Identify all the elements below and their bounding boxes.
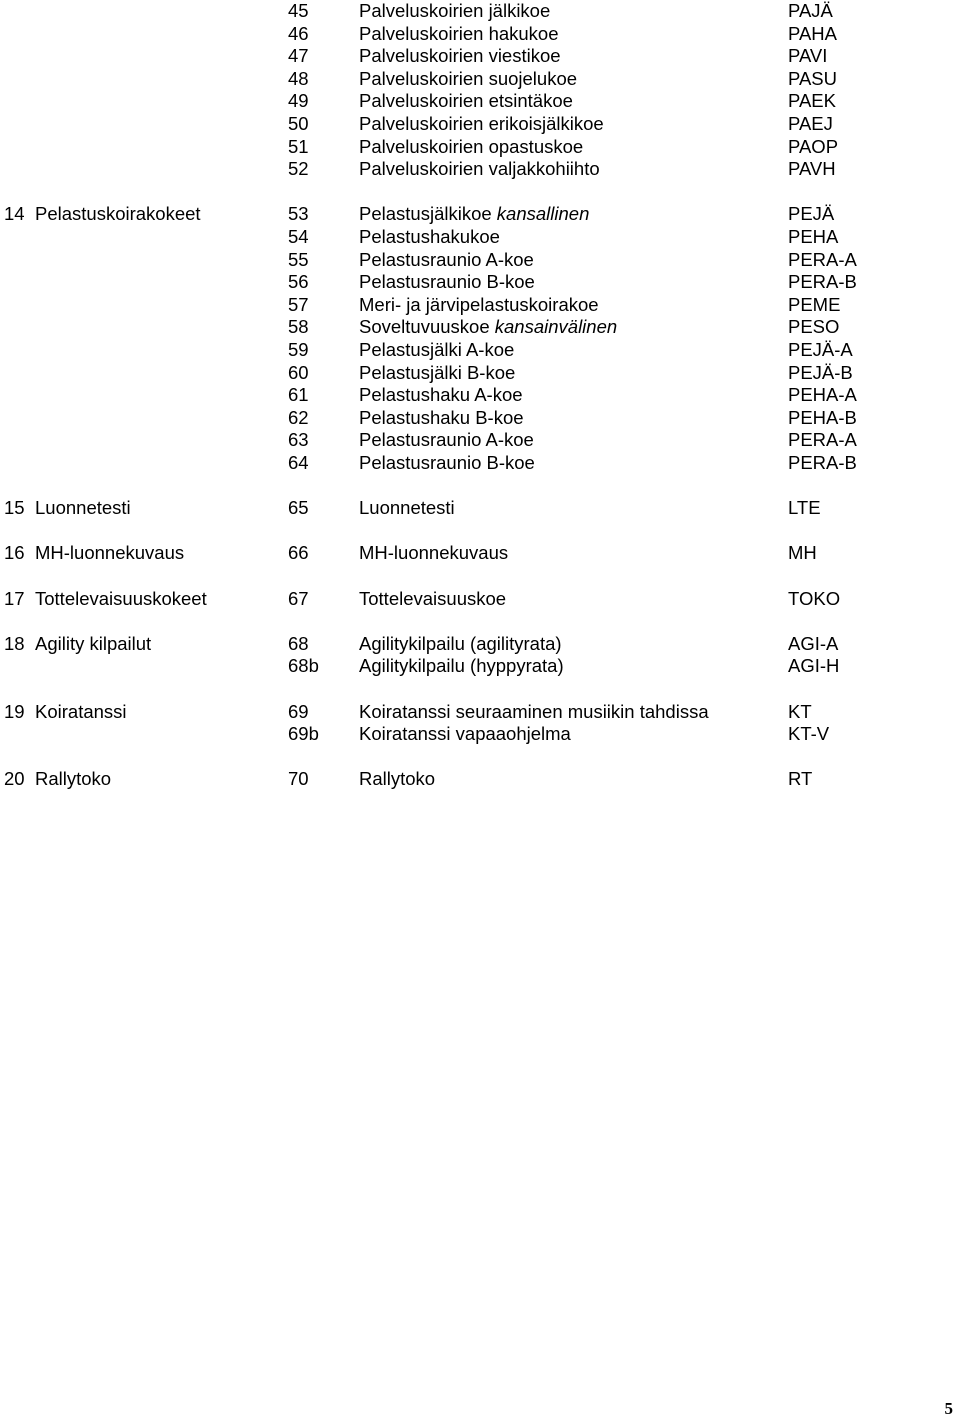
- trial-name-cell: [359, 362, 515, 384]
- group-number: 15: [4, 497, 25, 519]
- list-item: [0, 68, 960, 90]
- group-number: 14: [4, 203, 25, 225]
- trial-number: 60: [288, 361, 309, 383]
- list-item: [0, 136, 960, 158]
- trial-name: Pelastusjälkikoe: [359, 203, 492, 225]
- list-item: [0, 542, 960, 564]
- group-name: Tottelevaisuuskokeet: [35, 587, 207, 609]
- trial-name-cell: [359, 68, 577, 90]
- list-item: [0, 0, 960, 22]
- trial-number: 57: [288, 293, 309, 315]
- trial-name: Pelastusraunio A-koe: [359, 248, 534, 270]
- trial-number: 55: [288, 248, 309, 270]
- trial-name: Pelastushaku B-koe: [359, 406, 524, 428]
- trial-name: Palveluskoirien valjakkohiihto: [359, 158, 600, 180]
- trial-name-cell: [359, 701, 709, 723]
- list-item: [0, 407, 960, 429]
- trial-number: 64: [288, 452, 309, 473]
- list-item: [0, 655, 960, 677]
- group-number: 20: [4, 768, 25, 790]
- trial-name-qualifier: kansainvälinen: [494, 316, 618, 338]
- list-item: [0, 768, 960, 790]
- list-item: [0, 362, 960, 384]
- list-item: [0, 497, 960, 519]
- trial-number: 49: [288, 90, 309, 112]
- trial-number: 53: [288, 203, 309, 225]
- trial-number: 50: [288, 113, 309, 134]
- trial-number: 63: [288, 429, 309, 451]
- trial-name: Tottelevaisuuskoe: [359, 587, 507, 609]
- trial-name-cell: [359, 588, 506, 610]
- trial-code: PEJÄ: [788, 203, 835, 225]
- trial-name-cell: [359, 633, 562, 655]
- trial-name-cell: [359, 497, 455, 519]
- list-item: [0, 316, 960, 338]
- list-item: [0, 203, 960, 225]
- trial-name-cell: [359, 158, 600, 180]
- trial-name-cell: [359, 136, 583, 158]
- trial-name-cell: [359, 249, 534, 271]
- page-number: 5: [944, 1399, 953, 1418]
- trial-name-cell: [359, 655, 564, 677]
- trial-name: MH-luonnekuvaus: [359, 542, 509, 564]
- trial-name: Luonnetesti: [359, 497, 455, 519]
- trial-code: RT: [788, 768, 813, 790]
- trial-name-cell: [359, 226, 500, 248]
- list-item: [0, 701, 960, 723]
- trial-code: LTE: [788, 497, 821, 519]
- trial-name-cell: [359, 768, 435, 790]
- list-item: [0, 429, 960, 451]
- list-item: [0, 723, 960, 745]
- trial-name: Palveluskoirien suojelukoe: [359, 67, 578, 89]
- group-number: 16: [4, 542, 25, 564]
- list-item: [0, 23, 960, 45]
- list-item: [0, 294, 960, 316]
- trial-name: Palveluskoirien erikoisjälkikoe: [359, 113, 604, 134]
- trial-number: 69: [288, 700, 309, 722]
- trial-name-cell: [359, 23, 559, 45]
- list-item: [0, 384, 960, 406]
- trial-name: Koiratanssi vapaaohjelma: [359, 723, 571, 745]
- trial-code: PAVI: [788, 45, 828, 67]
- trial-code: PEJÄ-B: [788, 361, 853, 383]
- trial-number: 48: [288, 67, 309, 89]
- trial-code: PAOP: [788, 135, 839, 157]
- trial-number: 46: [288, 22, 309, 44]
- list-item: [0, 588, 960, 610]
- trial-name: Soveltuvuuskoe: [359, 316, 490, 338]
- trial-code: PEME: [788, 293, 841, 315]
- trial-name-cell: [359, 90, 573, 112]
- trial-code: PAHA: [788, 22, 838, 44]
- trial-code: PEHA-B: [788, 406, 857, 428]
- trial-name: Agilitykilpailu (agilityrata): [359, 632, 562, 654]
- trial-code: AGI-H: [788, 655, 840, 677]
- trial-code: MH: [788, 542, 817, 564]
- trial-number: 47: [288, 45, 309, 67]
- trial-code: PERA-B: [788, 452, 857, 473]
- trial-name: Pelastushakukoe: [359, 226, 500, 247]
- trial-name-cell: [359, 452, 535, 474]
- trial-code: KT-V: [788, 723, 830, 745]
- trial-number: 54: [288, 226, 309, 247]
- trial-number: 51: [288, 135, 309, 157]
- trial-number: 67: [288, 587, 309, 609]
- trial-number: 62: [288, 406, 309, 428]
- trial-code: TOKO: [788, 587, 841, 609]
- trial-number: 52: [288, 158, 309, 180]
- trial-name: Agilitykilpailu (hyppyrata): [359, 655, 564, 677]
- list-item: [0, 113, 960, 135]
- trial-name-cell: [359, 203, 589, 225]
- trial-number: 58: [288, 316, 309, 338]
- trial-name-cell: [359, 316, 617, 338]
- list-item: [0, 271, 960, 293]
- group-name: Rallytoko: [35, 768, 112, 790]
- trial-code: PESO: [788, 316, 840, 338]
- trial-name: Rallytoko: [359, 768, 436, 790]
- trial-code: AGI-A: [788, 632, 839, 654]
- trial-name: Palveluskoirien viestikoe: [359, 45, 561, 67]
- trial-code: PAEK: [788, 90, 836, 112]
- group-number: 18: [4, 632, 25, 654]
- trial-name-cell: [359, 384, 523, 406]
- trial-name: Meri- ja järvipelastuskoirakoe: [359, 293, 599, 315]
- trial-name-cell: [359, 271, 535, 293]
- list-item: [0, 90, 960, 112]
- trial-name: Pelastushaku A-koe: [359, 384, 523, 406]
- trial-code: PERA-B: [788, 271, 857, 293]
- trial-name: Pelastusraunio B-koe: [359, 452, 535, 473]
- list-item: [0, 339, 960, 361]
- trial-name: Palveluskoirien etsintäkoe: [359, 90, 573, 112]
- trial-number: 65: [288, 497, 309, 519]
- trial-number: 66: [288, 542, 309, 564]
- trial-code: PERA-A: [788, 429, 857, 451]
- group-name: Luonnetesti: [35, 497, 131, 519]
- trial-name: Pelastusraunio A-koe: [359, 429, 534, 451]
- trial-code: PEHA-A: [788, 384, 857, 406]
- trial-name-cell: [359, 113, 604, 135]
- trial-number: 56: [288, 271, 309, 293]
- trial-name-qualifier: kansallinen: [496, 203, 590, 225]
- trial-name-cell: [359, 0, 550, 22]
- trial-number: 59: [288, 339, 309, 360]
- group-name: MH-luonnekuvaus: [35, 542, 185, 564]
- trial-name: Koiratanssi seuraaminen musiikin tahdissa: [359, 700, 709, 722]
- trial-name-cell: [359, 407, 524, 429]
- trial-name-cell: [359, 723, 571, 745]
- trial-name-cell: [359, 45, 561, 67]
- trial-name: Palveluskoirien opastuskoe: [359, 135, 584, 157]
- trial-number: 70: [288, 768, 309, 790]
- trial-code: PAVH: [788, 158, 836, 180]
- group-number: 17: [4, 587, 25, 609]
- trial-number: 61: [288, 384, 309, 406]
- trial-code: PAEJ: [788, 113, 833, 134]
- trial-number: 45: [288, 0, 309, 21]
- trial-name-cell: [359, 339, 514, 361]
- trial-code: PEHA: [788, 226, 839, 247]
- trial-name: Pelastusraunio B-koe: [359, 271, 535, 293]
- trial-name: Pelastusjälki A-koe: [359, 339, 515, 360]
- group-name: Pelastuskoirakokeet: [35, 203, 201, 225]
- list-item: [0, 45, 960, 67]
- group-number: 19: [4, 700, 25, 722]
- trial-number: 68b: [288, 655, 319, 677]
- trial-name-cell: [359, 294, 599, 316]
- list-item: [0, 249, 960, 271]
- trial-name: Pelastusjälki B-koe: [359, 361, 516, 383]
- list-item: [0, 633, 960, 655]
- list-item: [0, 158, 960, 180]
- trial-name-cell: [359, 542, 508, 564]
- list-item: [0, 226, 960, 248]
- group-name: Koiratanssi: [35, 700, 127, 722]
- trial-name: Palveluskoirien hakukoe: [359, 22, 559, 44]
- trial-number: 69b: [288, 723, 319, 745]
- trial-code: PEJÄ-A: [788, 339, 853, 360]
- trial-name: Palveluskoirien jälkikoe: [359, 0, 551, 21]
- list-item: [0, 452, 960, 474]
- trial-number: 68: [288, 632, 309, 654]
- group-name: Agility kilpailut: [35, 632, 152, 654]
- trial-code: PASU: [788, 67, 838, 89]
- trial-code: KT: [788, 700, 812, 722]
- trial-name-cell: [359, 429, 534, 451]
- trial-code: PAJÄ: [788, 0, 833, 21]
- trial-code: PERA-A: [788, 248, 857, 270]
